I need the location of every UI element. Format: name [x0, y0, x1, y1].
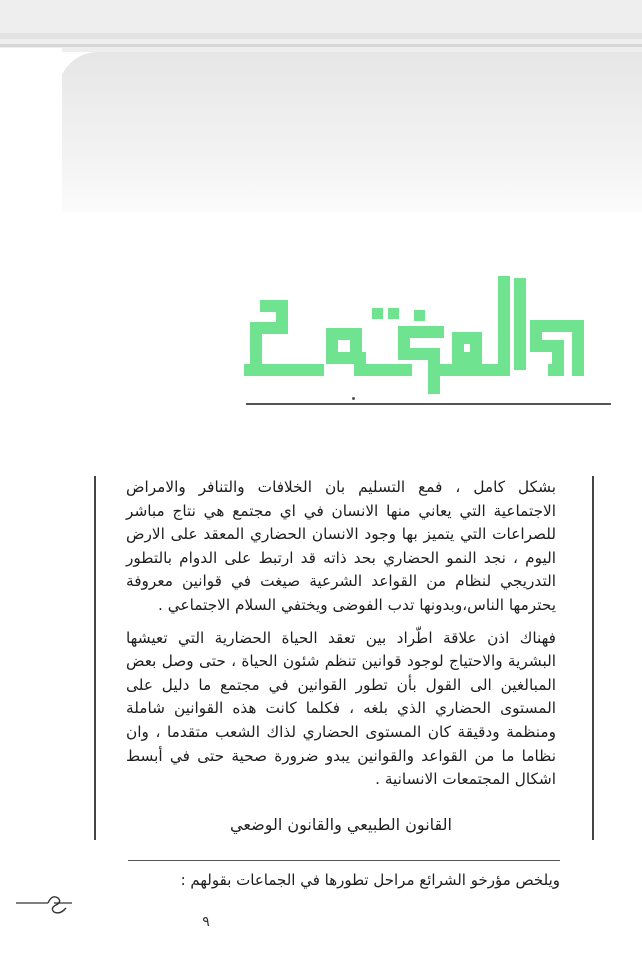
scan-shadow — [58, 52, 642, 212]
title-underline — [246, 403, 611, 405]
scan-top-band — [0, 0, 642, 52]
scan-edge-line — [0, 33, 642, 39]
page-left-margin — [0, 48, 62, 957]
chapter-title — [236, 262, 608, 398]
paragraph-1: بشكل كامل ، فمع التسليم بان الخلافات والتنافر والامراض الاجتماعية التي يعاني منها الانسان في اي مجتمع هي نتاج مباشر للصراعات التي يتميز بها وجود الانسان الحضاري المعقد على الارض اليوم ، نجد النمو الحضاري بحد ذاته قد ارتبط على الدوام بالتطور التدريجي لنظام من القواعد الشرعية صيغت في قوانين معروفة يحترمها الناس،وبدونها تدب الفوضى ويختفي السلام الاجتماعي . — [126, 478, 556, 614]
page-number: ٩ — [202, 914, 210, 930]
scalloped-edge — [0, 48, 62, 957]
body-text — [126, 476, 556, 792]
chapter-title-lettering — [236, 262, 608, 398]
scan-edge-line — [0, 44, 642, 47]
page-ornament-icon — [14, 890, 74, 916]
underline-dot — [352, 397, 355, 400]
closing-line: ويلخص مؤرخو الشرائع مراحل تطورها في الجماعات بقولهم : — [180, 871, 560, 889]
section-heading: القانون الطبيعي والقانون الوضعي — [230, 815, 452, 834]
paragraph-2: فهناك اذن علاقة اطّراد بين تعقد الحياة الحضارية التي تعيشها البشرية والاحتياج لوجود قوانين تنظم شئون الحياة ، حتى وصل بعض المبالغين الى القول بأن تطور القوانين في مجتمع ما دليل على المستوى الحضاري الذي بلغه ، فكلما كانت هذه القوانين شاملة ومنظمة ودقيقة كان المستوى الحضاري لذاك الشعب متقدما ، وان نظاما ما من القواعد والقوانين يبدو ضرورة صحية حتى في أبسط اشكال المجتمعات الانسانية . — [126, 628, 556, 789]
section-divider — [128, 860, 560, 861]
